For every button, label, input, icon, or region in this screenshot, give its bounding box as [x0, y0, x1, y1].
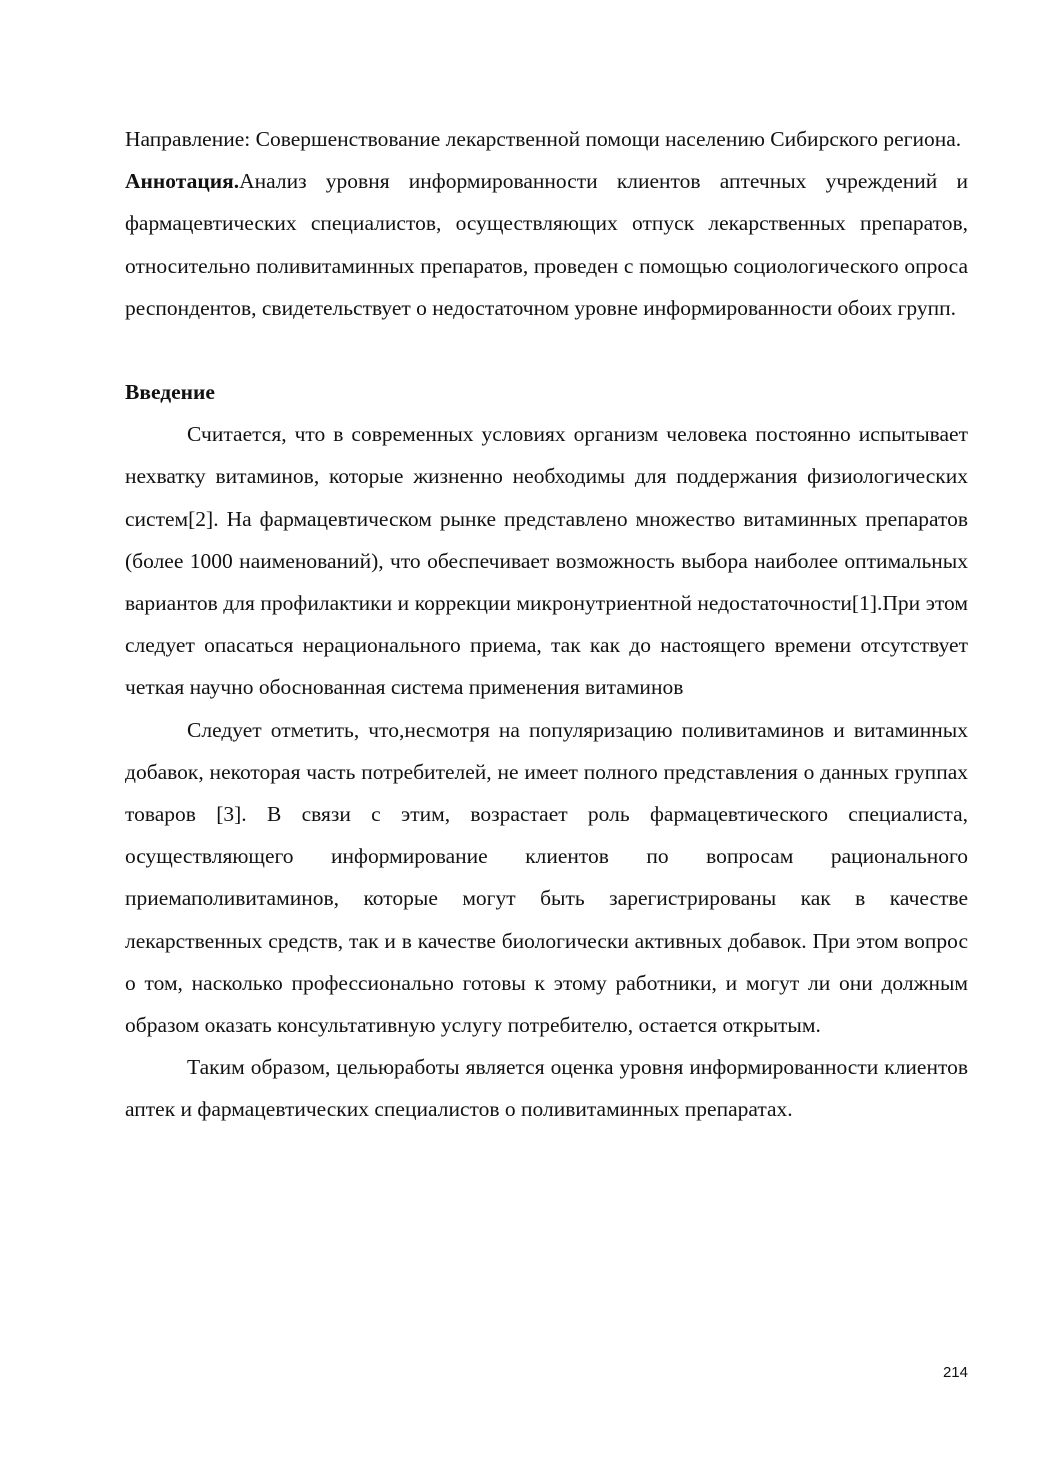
introduction-paragraph-3: Таким образом, цельюработы является оценка уровня информированности клиентов аптек и фармацевтических специалистов о поливитаминных препаратах. — [125, 1055, 968, 1122]
introduction-heading: Введение — [125, 380, 215, 405]
page-number: 214 — [942, 1364, 968, 1381]
direction-paragraph — [125, 118, 968, 160]
document-page — [125, 118, 968, 1131]
direction-label: Направление: — [125, 127, 251, 151]
section-spacer — [125, 329, 968, 371]
introduction-paragraph-2: Следует отметить, что,несмотря на популяризацию поливитаминов и витаминных добавок, некоторая часть потребителей, не имеет полного представления о данных группах товаров [3]. В связи с этим, возрастает роль фармацевтического специалиста, осуществляющего информирование клиентов по вопросам рационального приемаполивитаминов, которые могут быть зарегистрированы как в качестве лекарственных средств, так и в качестве биологически активных добавок. При этом вопрос о том, насколько профессионально готовы к этому работники, и могут ли они должным образом оказать консультативную услугу потребителю, остается открытым. — [125, 717, 968, 1038]
annotation-paragraph — [125, 160, 968, 329]
introduction-paragraph-1: Считается, что в современных условиях организм человека постоянно испытывает нехватку витаминов, которые жизненно необходимы для поддержания физиологических систем[2]. На фармацевтическом рынке представлено множество витаминных препаратов (более 1000 наименований), что обеспечивает возможность выбора наиболее оптимальных вариантов для профилактики и коррекции микронутриентной недостаточности[1].При этом следует опасаться нерационального приема, так как до настоящего времени отсутствует четкая научно обоснованная система применения витаминов — [125, 422, 968, 700]
annotation-text: Анализ уровня информированности клиентов аптечных учреждений и фармацевтических специалистов, осуществляющих отпуск лекарственных препаратов, относительно поливитаминных препаратов, проведен с помощью социологического опроса респондентов, свидетельствует о недостаточном уровне информированности обоих групп. — [125, 169, 968, 320]
direction-text: Совершенствование лекарственной помощи населению Сибирского региона. — [255, 127, 962, 151]
annotation-label: Аннотация. — [125, 169, 240, 194]
